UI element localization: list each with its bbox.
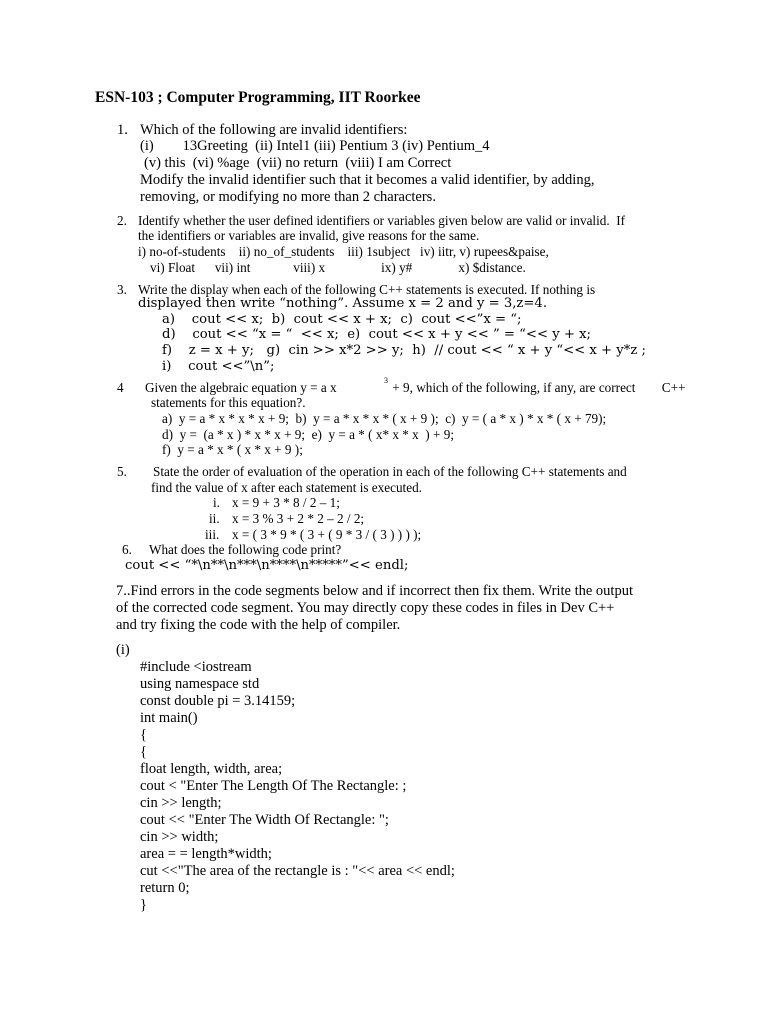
code-line: { xyxy=(140,744,147,760)
code-line: cin >> width; xyxy=(140,829,219,845)
q1-text: Modify the invalid identifier such that it becomes a valid identifier, by adding, xyxy=(140,172,595,188)
q1-text: (v) this (vi) %age (vii) no return (viii) I am Correct xyxy=(144,155,452,171)
q4-superscript: 3 xyxy=(384,376,388,385)
q6-text: What does the following code print? xyxy=(149,542,342,557)
q2-text: vi) Float vii) int viii) x ix) y# x) $distance. xyxy=(150,260,526,275)
q4-option: d) y = (a * x ) * x * x + 9; e) y = a * ( x* x * x ) + 9; xyxy=(162,427,454,442)
q4-text: statements for this equation?. xyxy=(151,395,306,410)
q5-item: x = 3 % 3 + 2 * 2 – 2 / 2; xyxy=(232,511,365,526)
code-label: (i) xyxy=(116,642,130,658)
q2-text: the identifiers or variables are invalid, give reasons for the same. xyxy=(138,228,480,243)
code-line: int main() xyxy=(140,710,198,726)
q4-number: 4 xyxy=(117,380,124,395)
code-line: area = = length*width; xyxy=(140,846,272,862)
q2-text: Identify whether the user defined identifiers or variables given below are valid or invalid. If xyxy=(138,213,626,228)
q6-code: cout << “*\n**\n***\n****\n*****”<< endl; xyxy=(125,558,409,573)
q5-text: State the order of evaluation of the operation in each of the following C++ statements and xyxy=(153,464,627,479)
q3-code: a) cout << x; b) cout << x + x; c) cout <<”x = “; xyxy=(162,312,522,327)
q4-text: + 9, which of the following, if any, are correct C++ xyxy=(389,380,686,395)
q7-text: of the corrected code segment. You may directly copy these codes in files in Dev C++ xyxy=(116,600,615,616)
q3-code: f) z = x + y; g) cin >> x*2 >> y; h) // cout << “ x + y “<< x + y*z ; xyxy=(162,343,646,358)
code-line: cout << "Enter The Width Of Rectangle: "; xyxy=(140,812,389,828)
q3-text: displayed then write “nothing”. Assume x = 2 and y = 3,z=4. xyxy=(138,296,548,311)
q5-item-label: i. xyxy=(213,495,220,510)
q5-number: 5. xyxy=(117,464,127,479)
q1-text: (i) 13Greeting (ii) Intel1 (iii) Pentium 3 (iv) Pentium_4 xyxy=(140,138,490,154)
q5-item-label: iii. xyxy=(205,527,220,542)
code-line: cut <<"The area of the rectangle is : "<< area << endl; xyxy=(140,863,455,879)
q7-text: and try fixing the code with the help of compiler. xyxy=(116,617,401,633)
code-line: cout < "Enter The Length Of The Rectangle: ; xyxy=(140,778,407,794)
q5-item-label: ii. xyxy=(209,511,220,526)
code-line: float length, width, area; xyxy=(140,761,283,777)
q4-option: a) y = a * x * x * x + 9; b) y = a * x * x * ( x + 9 ); c) y = ( a * x ) * x * ( x + 79); xyxy=(162,411,607,426)
q4-text: Given the algebraic equation y = a x xyxy=(145,380,337,395)
q2-text: i) no-of-students ii) no_of_students iii) 1subject iv) iitr, v) rupees&paise, xyxy=(138,244,549,259)
q3-text: Write the display when each of the following C++ statements is executed. If nothing is xyxy=(138,282,596,297)
q3-code: d) cout << “x = “ << x; e) cout << x + y << ” = “<< y + x; xyxy=(162,327,591,342)
q5-item: x = 9 + 3 * 8 / 2 – 1; xyxy=(232,495,340,510)
q7-text: 7..Find errors in the code segments below and if incorrect then fix them. Write the output xyxy=(116,583,633,599)
code-line: } xyxy=(140,897,147,913)
q4-option: f) y = a * x * ( x * x + 9 ); xyxy=(162,442,303,457)
code-line: using namespace std xyxy=(140,676,260,692)
code-line: return 0; xyxy=(140,880,190,896)
q3-code: i) cout <<”\n”; xyxy=(162,359,275,374)
q3-number: 3. xyxy=(117,282,127,297)
code-line: cin >> length; xyxy=(140,795,222,811)
q1-number: 1. xyxy=(117,122,128,138)
q1-text: removing, or modifying no more than 2 characters. xyxy=(140,189,436,205)
q1-text: Which of the following are invalid identifiers: xyxy=(140,122,408,138)
q2-number: 2. xyxy=(117,213,127,228)
q5-text: find the value of x after each statement is executed. xyxy=(151,480,422,495)
q5-item: x = ( 3 * 9 * ( 3 + ( 9 * 3 / ( 3 ) ) ) ); xyxy=(232,527,422,542)
header: ESN-103 ; Computer Programming, IIT Roorkee xyxy=(95,89,421,106)
q6-number: 6. xyxy=(122,542,132,557)
code-line: #include <iostream xyxy=(140,659,252,675)
code-line: { xyxy=(140,727,147,743)
code-line: const double pi = 3.14159; xyxy=(140,693,296,709)
